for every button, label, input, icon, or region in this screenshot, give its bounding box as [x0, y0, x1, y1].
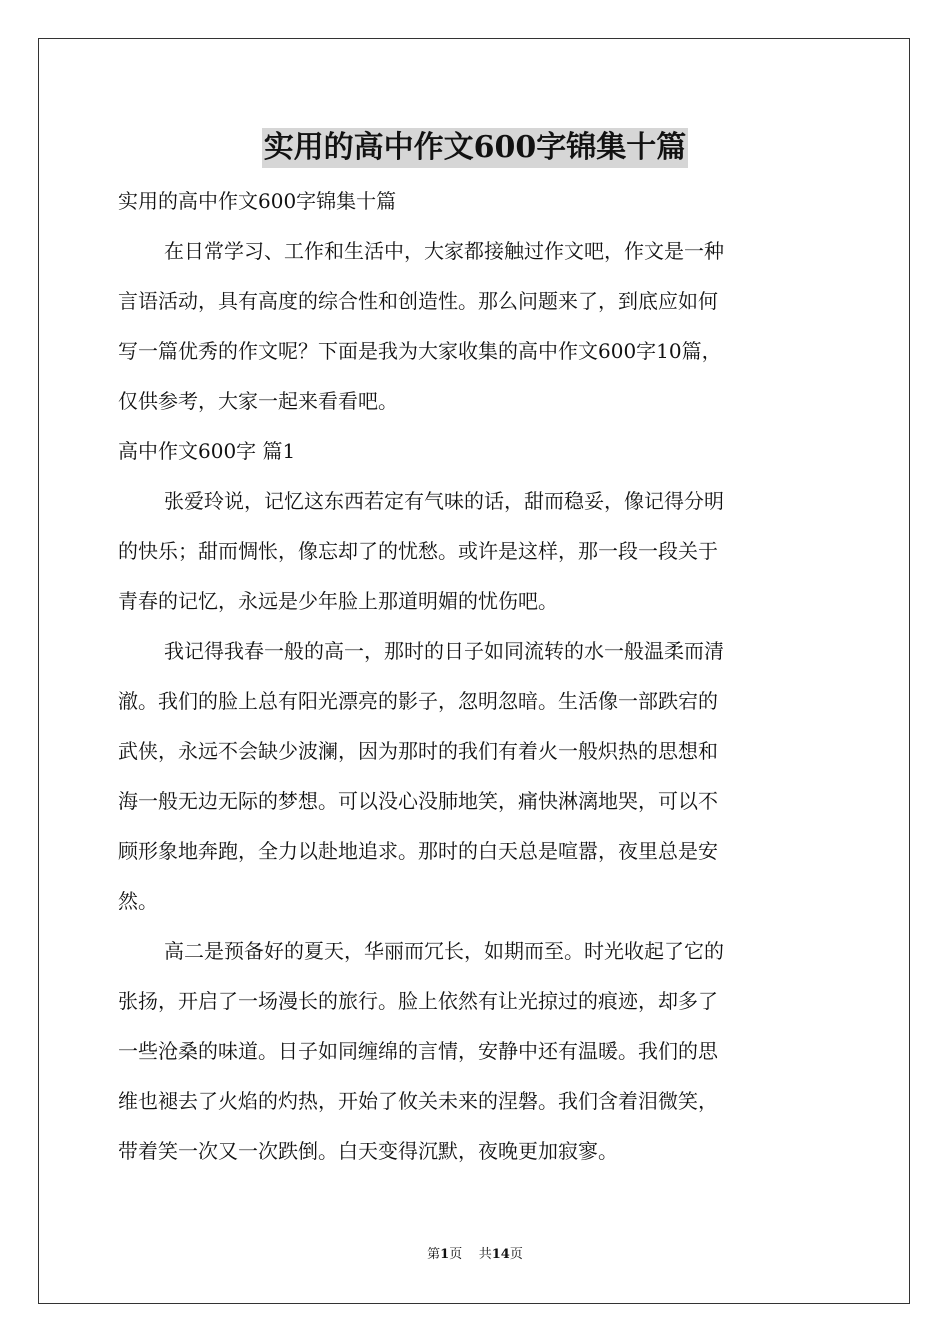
page-total: 14 [491, 1247, 510, 1262]
text-line: 一些沧桑的味道。日子如同缠绵的言情，安静中还有温暖。我们的思 [118, 1039, 718, 1063]
text-line: 的快乐；甜而惆怅，像忘却了的忧愁。或许是这样，那一段一段关于 [118, 539, 718, 563]
text-line: 张扬，开启了一场漫长的旅行。脸上依然有让光掠过的痕迹，却多了 [118, 989, 718, 1013]
text-line: 在日常学习、工作和生活中，大家都接触过作文吧，作文是一种 [164, 239, 724, 263]
page-current: 1 [440, 1247, 450, 1262]
title-container [0, 128, 950, 168]
text-line: 海一般无边无际的梦想。可以没心没肺地笑，痛快淋漓地哭，可以不 [118, 789, 718, 813]
text-line: 带着笑一次又一次跌倒。白天变得沉默，夜晚更加寂寥。 [118, 1139, 618, 1163]
document-body [118, 176, 840, 1176]
document-title: 实用的高中作文600字锦集十篇 [262, 128, 689, 168]
text-line: 张爱玲说，记忆这东西若定有气味的话，甜而稳妥，像记得分明 [164, 489, 724, 513]
text-line: 高中作文600字 篇1 [118, 439, 296, 463]
text-line: 高二是预备好的夏天，华丽而冗长，如期而至。时光收起了它的 [164, 939, 724, 963]
text-line: 写一篇优秀的作文呢？下面是我为大家收集的高中作文600字10篇， [118, 339, 722, 363]
text-line: 澈。我们的脸上总有阳光漂亮的影子，忽明忽暗。生活像一部跌宕的 [118, 689, 718, 713]
total-prefix: 共 [478, 1247, 492, 1262]
text-line: 仅供参考，大家一起来看看吧。 [118, 389, 398, 413]
page-footer [0, 1246, 950, 1264]
total-suffix: 页 [509, 1247, 523, 1262]
text-line: 言语活动，具有高度的综合性和创造性。那么问题来了，到底应如何 [118, 289, 718, 313]
page-suffix: 页 [449, 1247, 463, 1262]
text-line: 我记得我春一般的高一，那时的日子如同流转的水一般温柔而清 [164, 639, 724, 663]
text-line: 青春的记忆，永远是少年脸上那道明媚的忧伤吧。 [118, 589, 558, 613]
page-prefix: 第 [427, 1247, 441, 1262]
text-line: 维也褪去了火焰的灼热，开始了攸关未来的涅磐。我们含着泪微笑， [118, 1089, 718, 1113]
text-line: 然。 [118, 889, 158, 913]
text-line: 武侠，永远不会缺少波澜，因为那时的我们有着火一般炽热的思想和 [118, 739, 718, 763]
text-line: 实用的高中作文600字锦集十篇 [118, 189, 397, 213]
text-line: 顾形象地奔跑，全力以赴地追求。那时的白天总是喧嚣，夜里总是安 [118, 839, 718, 863]
